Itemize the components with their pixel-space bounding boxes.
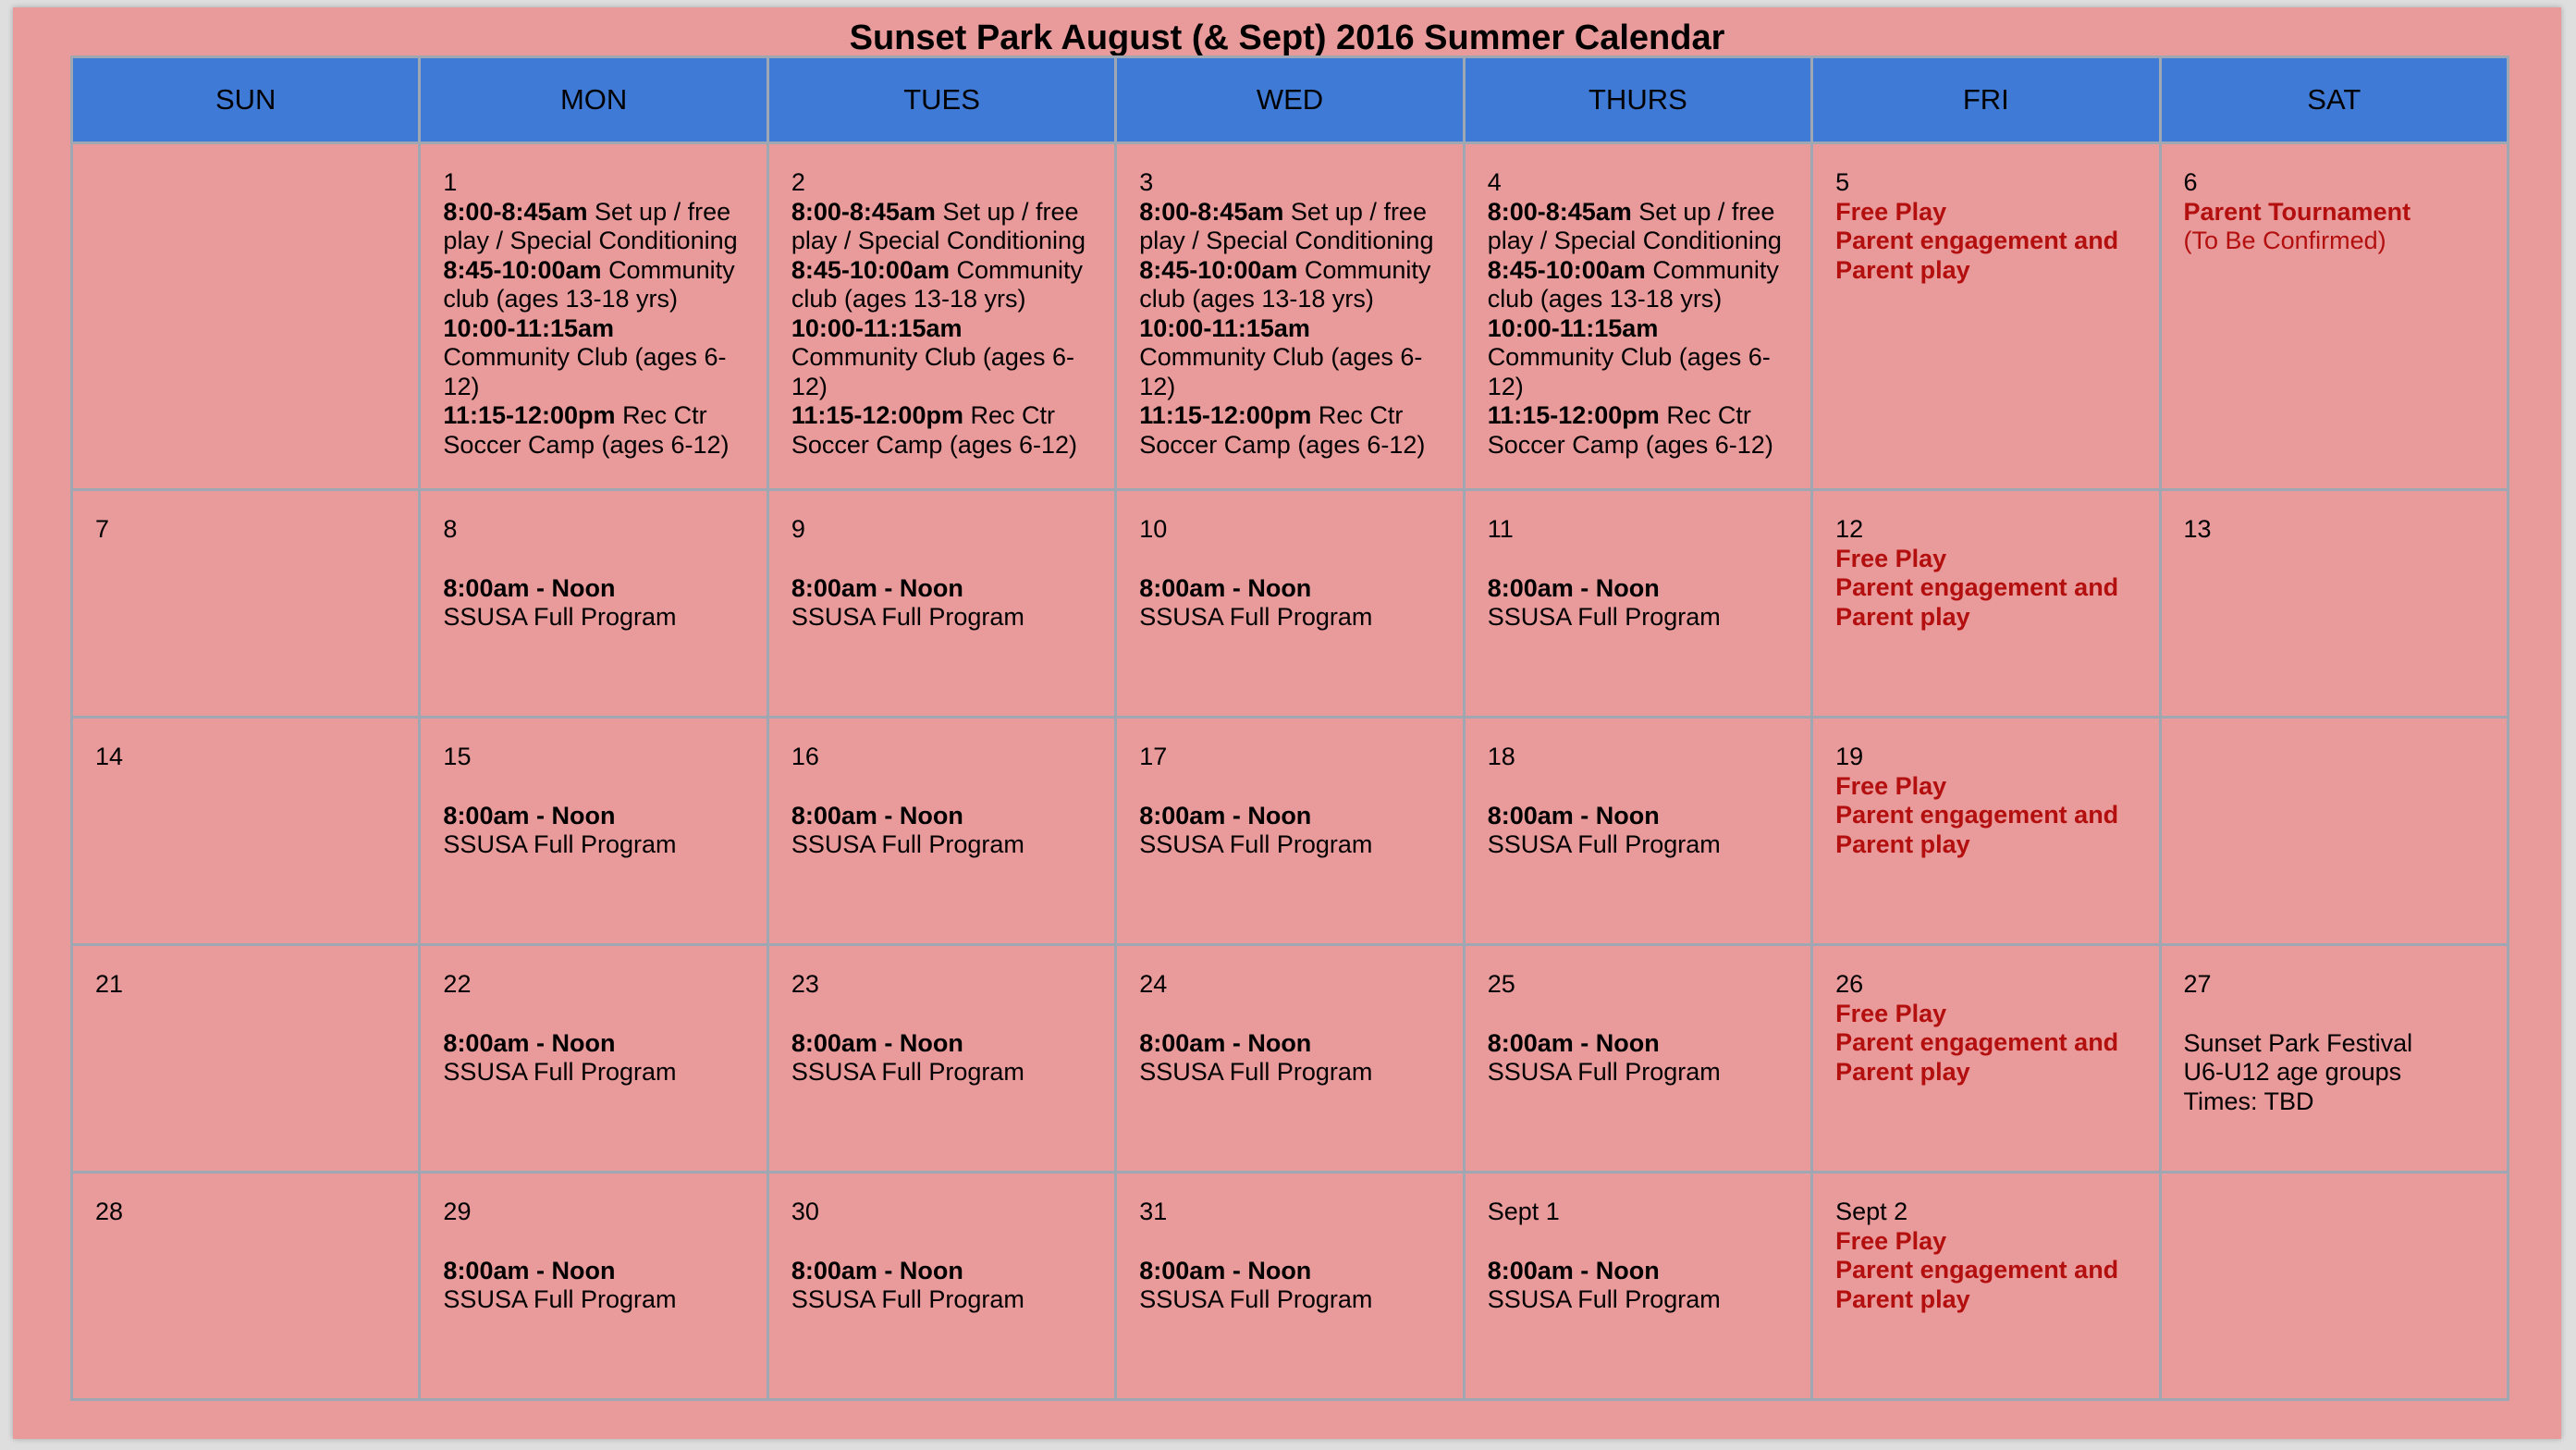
program-time: 8:00am - Noon <box>443 1028 616 1057</box>
schedule-desc: Community club (ages 13-18 yrs) <box>791 255 1084 313</box>
parent-engagement-event: Parent engagement and <box>1835 1028 2119 1056</box>
day-header-wed: WED <box>1116 57 1464 143</box>
program-name: SSUSA Full Program <box>1139 603 1373 631</box>
schedule-item <box>443 401 745 460</box>
schedule-desc: Community Club (ages 6-12) <box>1487 343 1771 400</box>
day-cell <box>1116 143 1464 490</box>
schedule-time: 8:00-8:45am <box>1487 197 1632 226</box>
day-cell <box>1812 1173 2160 1400</box>
week-row-5 <box>72 1173 2509 1400</box>
schedule-item <box>1139 198 1441 256</box>
day-number: 22 <box>443 970 472 998</box>
day-cell <box>767 143 1115 490</box>
day-number: 19 <box>1835 743 1864 770</box>
day-cell <box>2160 143 2508 490</box>
day-number: 27 <box>2183 970 2212 998</box>
program-time: 8:00am - Noon <box>1139 1256 1312 1284</box>
day-number: 30 <box>791 1198 819 1225</box>
day-cell <box>1812 490 2160 718</box>
program-name: SSUSA Full Program <box>791 1285 1024 1313</box>
day-number: 9 <box>791 515 805 543</box>
schedule-desc: Community Club (ages 6-12) <box>791 343 1074 400</box>
day-number: 3 <box>1139 168 1154 196</box>
day-cell <box>420 1173 767 1400</box>
schedule-item <box>443 198 745 256</box>
day-number: 16 <box>791 743 819 770</box>
day-cell <box>1812 945 2160 1173</box>
schedule-item <box>791 401 1094 460</box>
program-time: 8:00am - Noon <box>443 801 616 829</box>
day-cell <box>1464 143 1811 490</box>
schedule-desc: Community club (ages 13-18 yrs) <box>1487 255 1779 313</box>
program-name: SSUSA Full Program <box>443 830 677 858</box>
schedule-time: 8:45-10:00am <box>1487 255 1646 284</box>
day-cell <box>72 490 420 718</box>
schedule-item <box>1488 198 1790 256</box>
schedule-desc: Rec Ctr Soccer Camp (ages 6-12) <box>1487 401 1773 459</box>
day-number: 7 <box>95 515 110 543</box>
day-number: 15 <box>443 743 472 770</box>
day-number: 6 <box>2183 168 2198 196</box>
day-number: 17 <box>1139 743 1168 770</box>
schedule-time: 10:00-11:15am <box>443 313 615 342</box>
parent-play-event: Parent play <box>1835 602 1970 631</box>
day-number: 4 <box>1487 168 1502 196</box>
week-row-3 <box>72 718 2509 945</box>
program-time: 8:00am - Noon <box>791 1256 963 1284</box>
parent-engagement-event: Parent engagement and <box>1835 1256 2119 1284</box>
program-time: 8:00am - Noon <box>1487 801 1660 829</box>
day-cell <box>72 718 420 945</box>
day-header-fri: FRI <box>1812 57 2160 143</box>
day-cell <box>767 945 1115 1173</box>
day-cell <box>1116 490 1464 718</box>
day-number: 25 <box>1487 970 1515 998</box>
schedule-item <box>791 198 1094 256</box>
festival-times: Times: TBD <box>2183 1087 2314 1115</box>
schedule-desc: Set up / free play / Special Conditioning <box>1139 197 1434 254</box>
schedule-item <box>1488 314 1790 402</box>
schedule-time: 10:00-11:15am <box>1139 313 1310 342</box>
program-name: SSUSA Full Program <box>791 830 1024 858</box>
day-number: 2 <box>791 168 805 196</box>
day-number: 24 <box>1139 970 1168 998</box>
day-number: 1 <box>443 168 458 196</box>
schedule-time: 8:45-10:00am <box>443 255 602 284</box>
day-number: 26 <box>1835 970 1864 998</box>
free-play-event: Free Play <box>1835 197 1947 226</box>
schedule-time: 8:45-10:00am <box>791 255 950 284</box>
program-time: 8:00am - Noon <box>1487 573 1660 602</box>
schedule-item <box>1488 256 1790 314</box>
day-number: 5 <box>1835 168 1850 196</box>
calendar-title: Sunset Park August (& Sept) 2016 Summer Calendar <box>849 18 1725 57</box>
week-row-1 <box>72 143 2509 490</box>
day-cell <box>1116 945 1464 1173</box>
program-time: 8:00am - Noon <box>443 573 616 602</box>
schedule-item <box>791 256 1094 314</box>
day-cell <box>1464 490 1811 718</box>
day-cell <box>1464 718 1811 945</box>
parent-play-event: Parent play <box>1835 255 1970 284</box>
program-time: 8:00am - Noon <box>1139 573 1312 602</box>
schedule-item <box>443 314 745 402</box>
parent-engagement-event: Parent engagement and <box>1835 573 2119 601</box>
parent-engagement-event: Parent engagement and <box>1835 227 2119 254</box>
program-name: SSUSA Full Program <box>1139 830 1373 858</box>
day-cell <box>2160 718 2508 945</box>
schedule-item <box>1139 401 1441 460</box>
day-cell <box>1812 143 2160 490</box>
day-cell <box>72 143 420 490</box>
schedule-item <box>1139 314 1441 402</box>
day-cell <box>1464 1173 1811 1400</box>
day-cell <box>2160 490 2508 718</box>
day-cell <box>2160 1173 2508 1400</box>
day-header-mon: MON <box>420 57 767 143</box>
program-name: SSUSA Full Program <box>1487 1285 1721 1313</box>
schedule-time: 8:00-8:45am <box>791 197 936 226</box>
schedule-desc: Set up / free play / Special Conditioning <box>443 197 738 254</box>
schedule-time: 11:15-12:00pm <box>1139 401 1312 429</box>
schedule-desc: Set up / free play / Special Conditioning <box>791 197 1086 254</box>
day-cell <box>420 945 767 1173</box>
schedule-desc: Community club (ages 13-18 yrs) <box>1139 255 1431 313</box>
day-cell <box>1464 945 1811 1173</box>
day-number: 8 <box>443 515 458 543</box>
day-number: 18 <box>1487 743 1515 770</box>
schedule-item <box>1488 401 1790 460</box>
schedule-time: 11:15-12:00pm <box>791 401 963 429</box>
schedule-desc: Community Club (ages 6-12) <box>443 343 727 400</box>
festival-age-groups: U6-U12 age groups <box>2183 1058 2402 1086</box>
schedule-item <box>791 314 1094 402</box>
schedule-item <box>443 256 745 314</box>
schedule-desc: Rec Ctr Soccer Camp (ages 6-12) <box>1139 401 1426 459</box>
program-name: SSUSA Full Program <box>791 1058 1024 1086</box>
day-cell <box>420 718 767 945</box>
day-cell <box>767 718 1115 945</box>
free-play-event: Free Play <box>1835 1226 1947 1255</box>
day-number: 21 <box>95 970 124 998</box>
free-play-event: Free Play <box>1835 999 1947 1027</box>
schedule-desc: Set up / free play / Special Conditioning <box>1487 197 1782 254</box>
day-number: 29 <box>443 1198 472 1225</box>
schedule-time: 11:15-12:00pm <box>443 401 616 429</box>
day-header-tues: TUES <box>767 57 1115 143</box>
day-number: 14 <box>95 743 124 770</box>
calendar-grid <box>70 55 2509 1401</box>
day-cell <box>72 1173 420 1400</box>
day-number: 12 <box>1835 515 1864 543</box>
day-header-thurs: THURS <box>1464 57 1811 143</box>
day-header-sat: SAT <box>2160 57 2508 143</box>
week-row-2 <box>72 490 2509 718</box>
day-header-sun: SUN <box>72 57 420 143</box>
schedule-desc: Rec Ctr Soccer Camp (ages 6-12) <box>791 401 1077 459</box>
parent-tournament-event: Parent Tournament <box>2183 197 2411 226</box>
schedule-time: 10:00-11:15am <box>1487 313 1659 342</box>
parent-play-event: Parent play <box>1835 1057 1970 1086</box>
free-play-event: Free Play <box>1835 771 1947 800</box>
day-cell <box>2160 945 2508 1173</box>
parent-engagement-event: Parent engagement and <box>1835 801 2119 829</box>
schedule-desc: Community club (ages 13-18 yrs) <box>443 255 735 313</box>
schedule-time: 10:00-11:15am <box>791 313 963 342</box>
day-header-row <box>72 57 2509 143</box>
program-time: 8:00am - Noon <box>791 1028 963 1057</box>
program-name: SSUSA Full Program <box>443 603 677 631</box>
day-number: 11 <box>1487 515 1514 543</box>
program-name: SSUSA Full Program <box>1139 1058 1373 1086</box>
program-name: SSUSA Full Program <box>1487 1058 1721 1086</box>
day-cell <box>767 490 1115 718</box>
festival-event: Sunset Park Festival <box>2183 1028 2413 1057</box>
program-name: SSUSA Full Program <box>1487 830 1721 858</box>
program-time: 8:00am - Noon <box>791 573 963 602</box>
day-number: Sept 2 <box>1835 1198 1908 1225</box>
schedule-time: 11:15-12:00pm <box>1487 401 1660 429</box>
schedule-desc: Rec Ctr Soccer Camp (ages 6-12) <box>443 401 730 459</box>
parent-play-event: Parent play <box>1835 829 1970 858</box>
program-time: 8:00am - Noon <box>1139 1028 1312 1057</box>
schedule-item <box>1139 256 1441 314</box>
day-number: 13 <box>2183 515 2212 543</box>
day-cell <box>420 143 767 490</box>
day-cell <box>1116 1173 1464 1400</box>
day-number: 23 <box>791 970 819 998</box>
program-time: 8:00am - Noon <box>791 801 963 829</box>
program-name: SSUSA Full Program <box>1139 1285 1373 1313</box>
program-name: SSUSA Full Program <box>791 603 1024 631</box>
program-time: 8:00am - Noon <box>1487 1028 1660 1057</box>
free-play-event: Free Play <box>1835 544 1947 572</box>
day-cell <box>72 945 420 1173</box>
program-time: 8:00am - Noon <box>1139 801 1312 829</box>
schedule-time: 8:00-8:45am <box>443 197 588 226</box>
day-number: 28 <box>95 1198 124 1225</box>
program-name: SSUSA Full Program <box>443 1058 677 1086</box>
day-cell <box>1116 718 1464 945</box>
day-cell <box>420 490 767 718</box>
program-name: SSUSA Full Program <box>443 1285 677 1313</box>
calendar-page <box>13 7 2561 1439</box>
day-cell <box>767 1173 1115 1400</box>
day-number: 31 <box>1139 1198 1168 1225</box>
schedule-desc: Community Club (ages 6-12) <box>1139 343 1423 400</box>
day-cell <box>1812 718 2160 945</box>
week-row-4 <box>72 945 2509 1173</box>
schedule-time: 8:45-10:00am <box>1139 255 1298 284</box>
schedule-time: 8:00-8:45am <box>1139 197 1284 226</box>
program-time: 8:00am - Noon <box>443 1256 616 1284</box>
tournament-note: (To Be Confirmed) <box>2183 227 2386 254</box>
program-name: SSUSA Full Program <box>1487 603 1721 631</box>
program-time: 8:00am - Noon <box>1487 1256 1660 1284</box>
parent-play-event: Parent play <box>1835 1284 1970 1313</box>
day-number: Sept 1 <box>1487 1198 1560 1225</box>
day-number: 10 <box>1139 515 1168 543</box>
